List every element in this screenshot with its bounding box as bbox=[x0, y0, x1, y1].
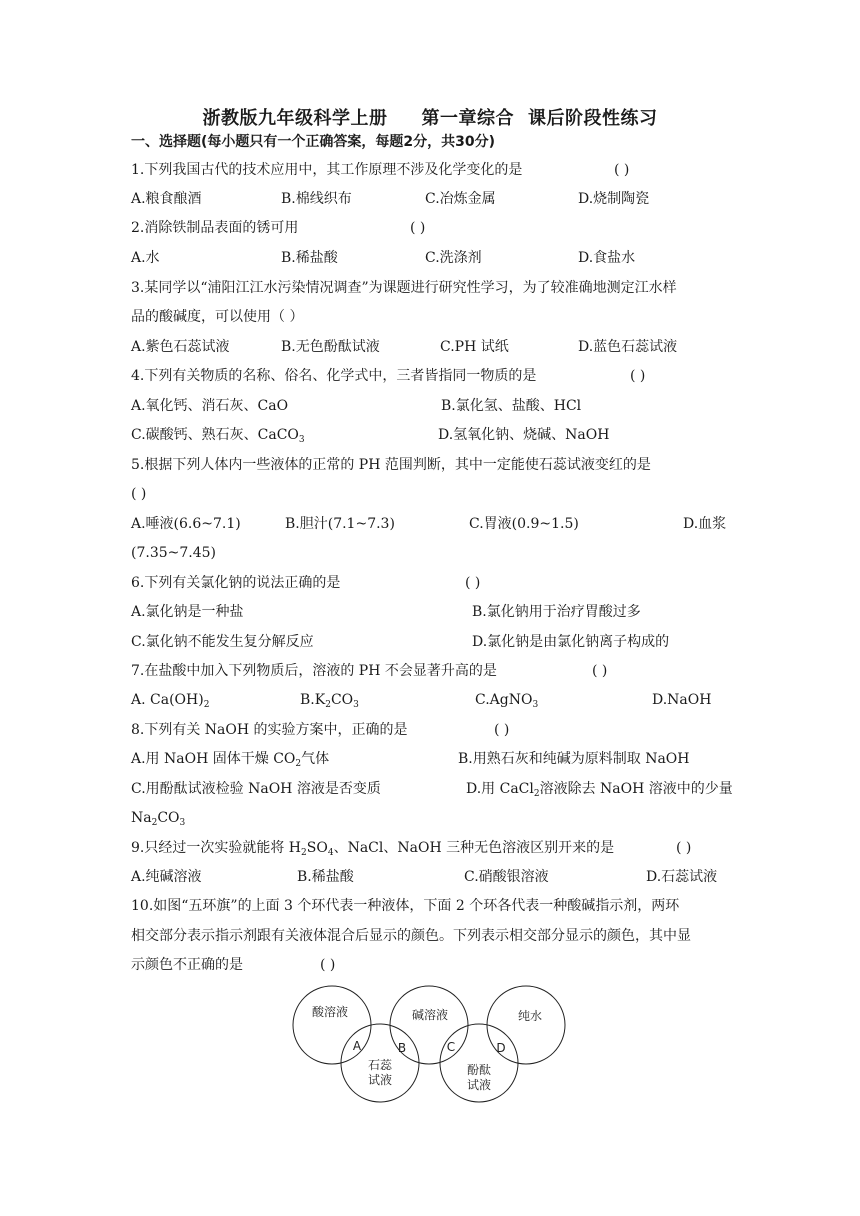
question-9-bracket: ( ) bbox=[676, 840, 692, 856]
question-2-bracket: ( ) bbox=[410, 220, 426, 236]
q3-option-c: C.PH 试纸 bbox=[440, 339, 509, 355]
q2-option-a: A.水 bbox=[131, 250, 160, 266]
q1-option-c: C.冶炼金属 bbox=[425, 191, 496, 207]
phenol-label-1: 酚酞 bbox=[466, 1063, 492, 1077]
q8-option-d: D.用 CaCl$_2$溶液除去 NaOH 溶液中的少量 bbox=[466, 781, 733, 799]
q7-option-b: $B.K_2CO_3$ bbox=[300, 692, 359, 710]
q9-option-b: B.稀盐酸 bbox=[297, 869, 354, 885]
q6-option-c: C.氯化钠不能发生复分解反应 bbox=[131, 634, 314, 650]
question-8-stem: 8.下列有关 NaOH 的实验方案中，正确的是 bbox=[131, 722, 408, 738]
question-1-stem: 1.下列我国古代的技术应用中，其工作原理不涉及化学变化的是 bbox=[131, 162, 523, 178]
q7-option-d: D.NaOH bbox=[652, 692, 712, 708]
q2-option-d: D.食盐水 bbox=[578, 250, 636, 266]
acid-label: 酸溶液 bbox=[311, 1005, 349, 1019]
q3-option-d: D.蓝色石蕊试液 bbox=[578, 339, 678, 355]
section-heading: 一、选择题(每小题只有一个正确答案，每题2分，共30分) bbox=[131, 134, 496, 150]
q7-option-a: A. $Ca(OH)_2$ bbox=[131, 692, 210, 710]
q1-option-b: B.棉线织布 bbox=[281, 191, 352, 207]
q8-option-b: B.用熟石灰和纯碱为原料制取 NaOH bbox=[458, 751, 690, 767]
question-10-bracket: ( ) bbox=[320, 957, 336, 973]
region-a-label: A bbox=[352, 1039, 362, 1053]
question-9-stem: 9.只经过一次实验就能将 $H_2SO_4$、NaCl、NaOH 三种无色溶液区别开来的是 bbox=[131, 840, 615, 858]
q1-option-d: D.烧制陶瓷 bbox=[578, 191, 650, 207]
question-4-stem: 4.下列有关物质的名称、俗名、化学式中，三者皆指同一物质的是 bbox=[131, 368, 537, 384]
question-10-line-3: 示颜色不正确的是 bbox=[131, 957, 243, 973]
q8-option-a: A.用 NaOH 固体干燥 $CO_2$气体 bbox=[131, 751, 330, 769]
phenol-label-2: 试液 bbox=[466, 1078, 492, 1092]
title-part-3: 课后阶段性练习 bbox=[528, 108, 658, 129]
question-8-bracket: ( ) bbox=[494, 722, 510, 738]
q2-option-c: C.洗涤剂 bbox=[425, 250, 482, 266]
page-title bbox=[0, 104, 860, 130]
q4-option-d: D.氢氧化钠、烧碱、NaOH bbox=[438, 427, 610, 443]
base-label: 碱溶液 bbox=[411, 1008, 449, 1022]
q4-option-b: B.氯化氢、盐酸、HCl bbox=[441, 398, 582, 414]
q5-option-a: A.唾液(6.6~7.1) bbox=[131, 516, 241, 532]
question-6-stem: 6.下列有关氯化钠的说法正确的是 bbox=[131, 575, 341, 591]
q9-option-a: A.纯碱溶液 bbox=[131, 869, 202, 885]
q4-option-a: A.氧化钙、消石灰、CaO bbox=[131, 398, 289, 414]
region-d-label: D bbox=[496, 1041, 506, 1055]
q7-option-c: C.AgNO$_3$ bbox=[475, 692, 539, 710]
question-10-line-1: 10.如图“五环旗”的上面 3 个环代表一种液体，下面 2 个环各代表一种酸碱指示剂，两环 bbox=[131, 898, 680, 914]
q3-option-b: B.无色酚酞试液 bbox=[281, 339, 380, 355]
question-3-stem-line-1: 3.某同学以“浦阳江江水污染情况调查”为课题进行研究性学习，为了较准确地测定江水样 bbox=[131, 280, 677, 296]
question-6-bracket: ( ) bbox=[465, 575, 481, 591]
q5-option-c: C.胃液(0.9~1.5) bbox=[469, 516, 579, 532]
q3-option-a: A.紫色石蕊试液 bbox=[131, 339, 230, 355]
q6-option-b: B.氯化钠用于治疗胃酸过多 bbox=[472, 604, 641, 620]
water-label: 纯水 bbox=[517, 1009, 543, 1023]
q5-option-d: D.血浆 bbox=[683, 516, 727, 532]
question-5-bracket: ( ) bbox=[131, 486, 147, 502]
litmus-label-2: 试液 bbox=[367, 1073, 393, 1087]
q4-option-c: C.碳酸钙、熟石灰、CaCO$_3$ bbox=[131, 427, 305, 445]
q5-option-d-continued: (7.35~7.45) bbox=[131, 545, 216, 561]
question-3-stem-line-2: 品的酸碱度，可以使用（ ） bbox=[131, 309, 304, 325]
region-b-label: B bbox=[397, 1041, 407, 1055]
question-1-bracket: ( ) bbox=[614, 162, 630, 178]
q2-option-b: B.稀盐酸 bbox=[281, 250, 338, 266]
q5-option-b: B.胆汁(7.1~7.3) bbox=[285, 516, 395, 532]
question-7-stem: 7.在盐酸中加入下列物质后，溶液的 PH 不会显著升高的是 bbox=[131, 663, 497, 679]
q8-option-d-continued: $Na_2CO_3$ bbox=[131, 810, 186, 828]
q9-option-d: D.石蕊试液 bbox=[646, 869, 718, 885]
title-part-2: 第一章综合 bbox=[421, 108, 514, 129]
question-7-bracket: ( ) bbox=[592, 663, 608, 679]
question-2-stem: 2.消除铁制品表面的锈可用 bbox=[131, 220, 299, 236]
q6-option-a: A.氯化钠是一种盐 bbox=[131, 604, 244, 620]
q1-option-a: A.粮食酿酒 bbox=[131, 191, 202, 207]
title-part-1: 浙教版九年级科学上册 bbox=[202, 108, 388, 129]
question-10-line-2: 相交部分表示指示剂跟有关液体混合后显示的颜色。下列表示相交部分显示的颜色，其中显 bbox=[131, 928, 691, 944]
q9-option-c: C.硝酸银溶液 bbox=[464, 869, 549, 885]
q8-option-c: C.用酚酞试液检验 NaOH 溶液是否变质 bbox=[131, 781, 381, 797]
q6-option-d: D.氯化钠是由氯化钠离子构成的 bbox=[472, 634, 670, 650]
litmus-label-1: 石蕊 bbox=[367, 1058, 393, 1072]
region-c-label: C bbox=[446, 1040, 456, 1054]
question-5-stem: 5.根据下列人体内一些液体的正常的 PH 范围判断，其中一定能使石蕊试液变红的是 bbox=[131, 457, 651, 473]
question-4-bracket: ( ) bbox=[630, 368, 646, 384]
five-rings-diagram bbox=[290, 985, 570, 1105]
